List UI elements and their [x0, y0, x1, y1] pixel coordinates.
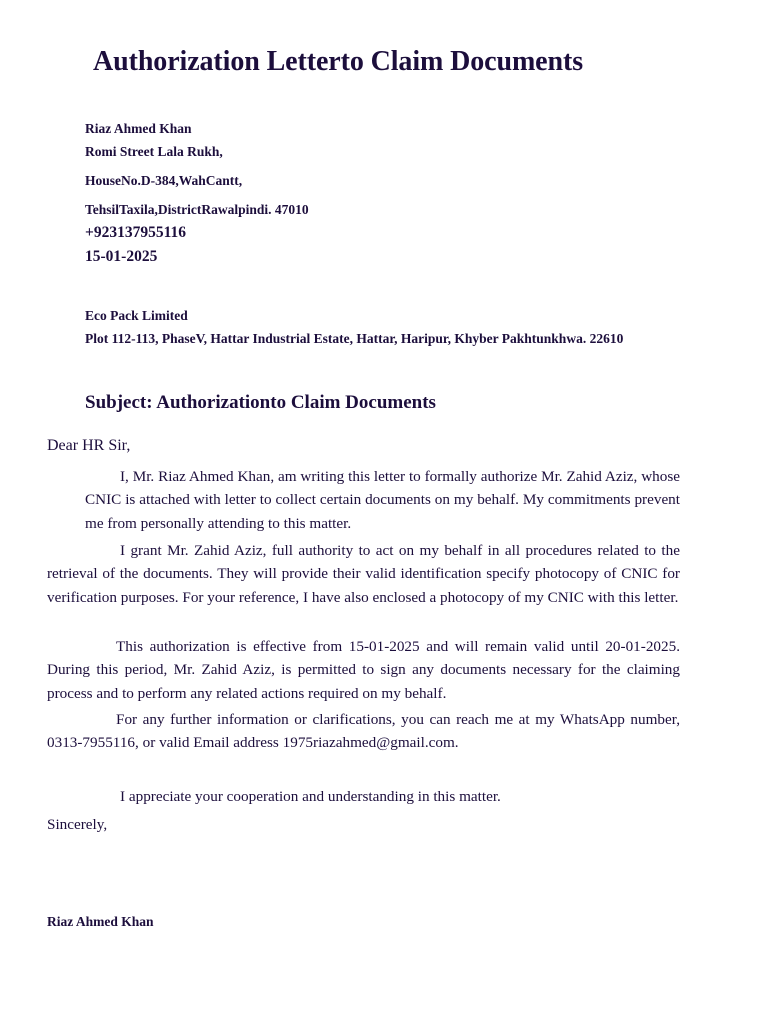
- letter-subject: Subject: Authorizationto Claim Documents: [85, 392, 436, 413]
- sender-name: Riaz Ahmed Khan: [85, 121, 192, 136]
- body-paragraph-4: For any further information or clarifications, you can reach me at my WhatsApp number, 0313-7955116, or valid Email address 1975riazahmed@gmail.com.: [47, 711, 680, 752]
- salutation: Dear HR Sir,: [47, 437, 131, 454]
- sender-district: TehsilTaxila,DistrictRawalpindi. 47010: [85, 202, 309, 217]
- letter-date: 15-01-2025: [85, 248, 158, 265]
- closing-line: I appreciate your cooperation and understanding in this matter.: [120, 788, 501, 805]
- body-paragraph-3: This authorization is effective from 15-01-2025 and will remain valid until 20-01-2025. During this period, Mr. Zahid Aziz, is permitted to sign any documents necessary for the claiming process and to perform any related actions required on my behalf.: [47, 638, 680, 702]
- sender-street: Romi Street Lala Rukh,: [85, 144, 223, 159]
- signature-name: Riaz Ahmed Khan: [47, 914, 154, 929]
- sender-house: HouseNo.D-384,WahCantt,: [85, 173, 243, 188]
- recipient-company: Eco Pack Limited: [85, 308, 188, 323]
- signoff: Sincerely,: [47, 816, 108, 833]
- recipient-address: Plot 112-113, PhaseV, Hattar Industrial Estate, Hattar, Haripur, Khyber Pakhtunkhwa. 22610: [85, 331, 624, 346]
- body-paragraph-1: I, Mr. Riaz Ahmed Khan, am writing this letter to formally authorize Mr. Zahid Aziz, whose CNIC is attached with letter to collect certain documents on my behalf. My commitments prevent me from personally attending to this matter.: [85, 468, 680, 532]
- body-paragraph-2: I grant Mr. Zahid Aziz, full authority to act on my behalf in all procedures related to the retrieval of the documents. They will provide their valid identification specify photocopy of CNIC for verification purposes. For your reference, I have also enclosed a photocopy of my CNIC with this letter.: [47, 542, 680, 606]
- sender-phone: +923137955116: [85, 224, 186, 241]
- letter-title: Authorization Letterto Claim Documents: [93, 46, 584, 77]
